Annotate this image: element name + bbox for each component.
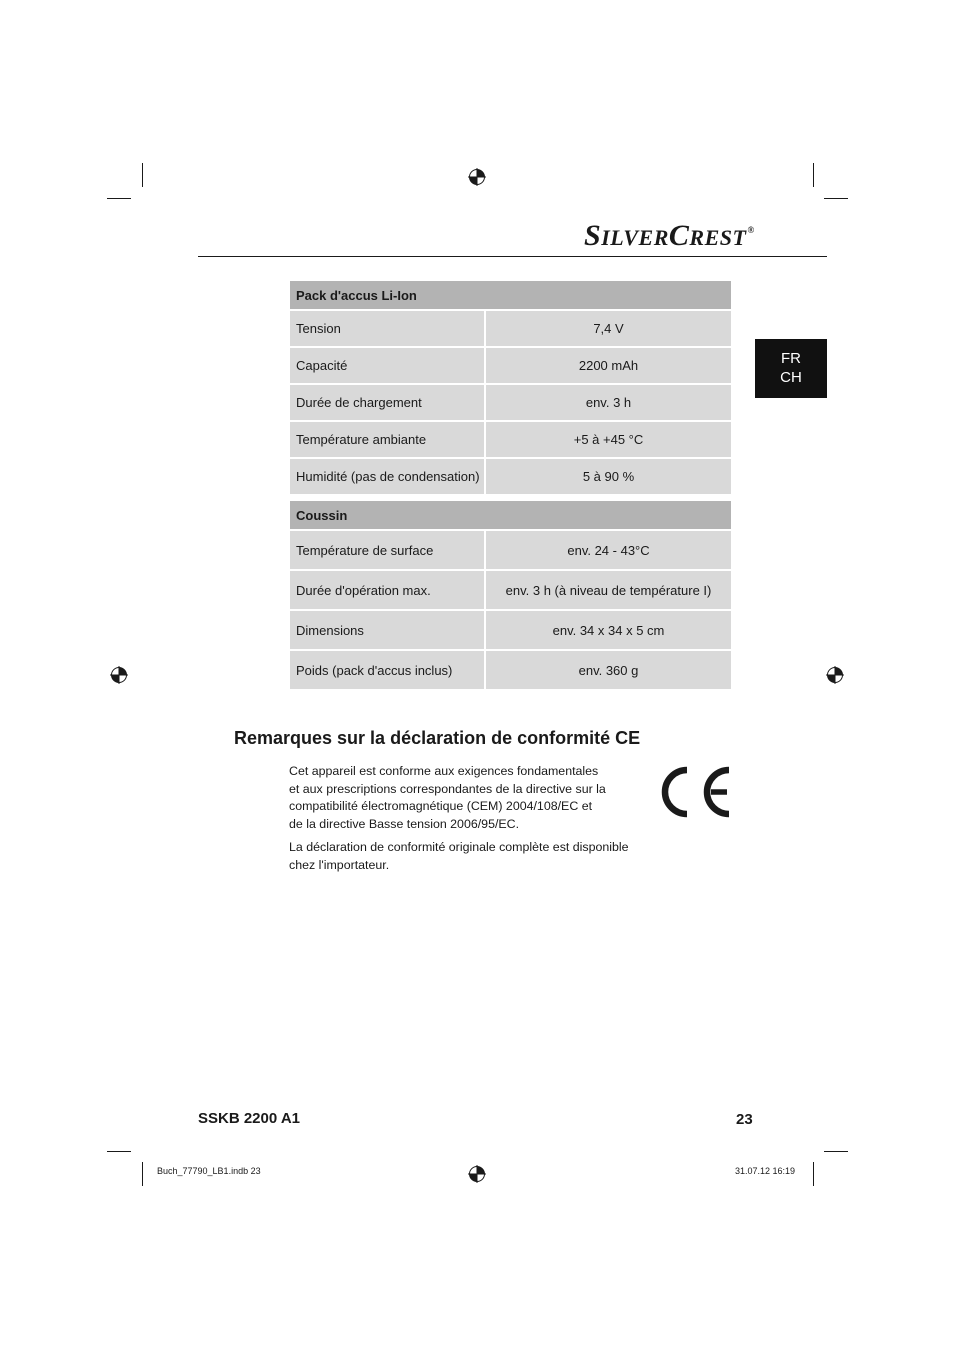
paragraph-line: et aux prescriptions correspondantes de la directive sur la	[289, 781, 606, 796]
table-header: Coussin	[290, 501, 731, 529]
row-label: Température ambiante	[290, 422, 484, 457]
page-number: 23	[736, 1111, 753, 1128]
crop-mark-bottom-right-v	[813, 1162, 814, 1186]
paragraph-line: chez l'importateur.	[289, 857, 390, 872]
paragraph-line: La déclaration de conformité originale complète est disponible	[289, 840, 629, 854]
row-value: +5 à +45 °C	[486, 422, 731, 457]
table-row	[290, 611, 731, 649]
slug-date: 31.07.12 16:19	[735, 1166, 796, 1176]
header-rule	[198, 256, 827, 257]
crop-mark-bottom-left-v	[142, 1162, 143, 1186]
table-row	[290, 459, 731, 494]
ce-paragraph-2	[289, 839, 634, 874]
table-row	[290, 311, 731, 346]
row-label: Tension	[290, 311, 484, 346]
row-value: env. 3 h	[486, 385, 731, 420]
registration-mark-icon	[468, 168, 486, 186]
crop-mark-top-left-h	[107, 198, 131, 199]
paragraph-line: compatibilité électromagnétique (CEM) 2004/108/EC et	[289, 799, 593, 813]
row-label: Humidité (pas de condensation)	[290, 459, 484, 494]
table-row	[290, 571, 731, 609]
row-label: Poids (pack d'accus inclus)	[290, 651, 484, 689]
row-label: Capacité	[290, 348, 484, 383]
battery-spec-table	[290, 281, 731, 494]
row-value: env. 34 x 34 x 5 cm	[486, 611, 731, 649]
registration-mark-icon	[468, 1165, 486, 1183]
language-tab-line1: FR	[781, 350, 801, 367]
cushion-spec-table	[290, 501, 731, 689]
language-tab-line2: CH	[780, 369, 802, 386]
paragraph-line: de la directive Basse tension 2006/95/EC.	[289, 816, 520, 831]
table-row	[290, 651, 731, 689]
row-value: 7,4 V	[486, 311, 731, 346]
language-tab	[755, 339, 827, 398]
crop-mark-bottom-left-h	[107, 1151, 131, 1152]
paragraph-line: Cet appareil est conforme aux exigences fondamentales	[289, 764, 599, 778]
footer-model: SSKB 2200 A1	[198, 1110, 300, 1127]
crop-mark-top-right-v	[813, 163, 814, 187]
table-row	[290, 348, 731, 383]
row-label: Température de surface	[290, 531, 484, 569]
brand-logo: SILVERCREST®	[584, 219, 755, 252]
crop-mark-top-left-v	[142, 163, 143, 187]
row-value: env. 3 h (à niveau de température I)	[486, 571, 731, 609]
crop-mark-bottom-right-h	[824, 1151, 848, 1152]
slug-file: Buch_77790_LB1.indb 23	[157, 1166, 261, 1176]
row-value: 5 à 90 %	[486, 459, 731, 494]
row-label: Durée d'opération max.	[290, 571, 484, 609]
table-row	[290, 531, 731, 569]
row-label: Dimensions	[290, 611, 484, 649]
section-title: Remarques sur la déclaration de conformité CE	[234, 728, 641, 748]
row-value: env. 24 - 43°C	[486, 531, 731, 569]
row-value: env. 360 g	[486, 651, 731, 689]
row-value: 2200 mAh	[486, 348, 731, 383]
crop-mark-top-right-h	[824, 198, 848, 199]
table-row	[290, 422, 731, 457]
table-header: Pack d'accus Li-Ion	[290, 281, 731, 309]
ce-paragraph-1	[289, 763, 634, 833]
registration-mark-icon	[826, 666, 844, 684]
ce-mark-icon	[657, 764, 733, 820]
row-label: Durée de chargement	[290, 385, 484, 420]
table-row	[290, 385, 731, 420]
registration-mark-icon	[110, 666, 128, 684]
